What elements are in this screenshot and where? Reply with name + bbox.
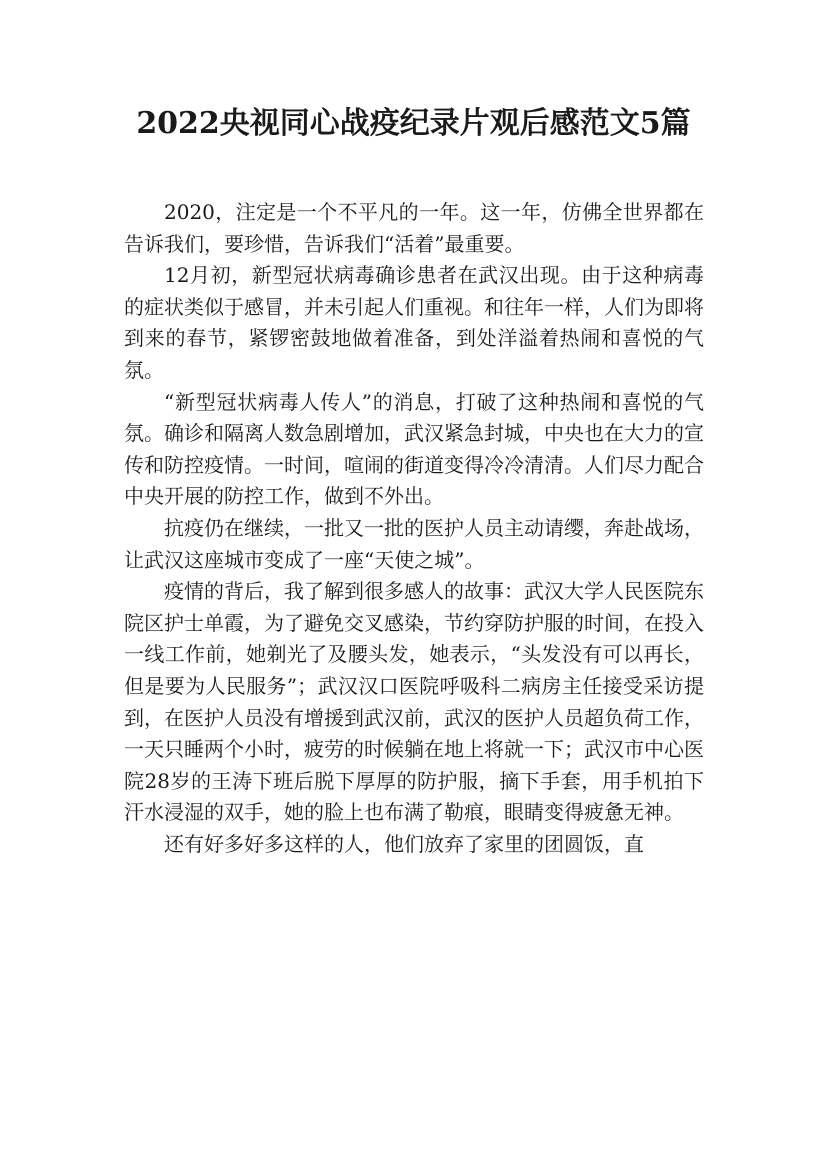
paragraph-5: 疫情的背后，我了解到很多感人的故事：武汉大学人民医院东院区护士单霞，为了避免交叉感染，节约穿防护服的时间，在投入一线工作前，她剃光了及腰头发，她表示，“头发没有可以再长，但是要为人民服务”；武汉汉口医院呼吸科二病房主任接受采访提到，在医护人员没有增援到武汉前，武汉的医护人员超负荷工作，一天只睡两个小时，疲劳的时候躺在地上将就一下；武汉市中心医院28岁的王涛下班后脱下厚厚的防护服，摘下手套，用手机拍下汗水浸湿的双手，她的脸上也布满了勒痕，眼睛变得疲惫无神。 (124, 579, 704, 825)
paragraph-4: 抗疫仍在继续，一批又一批的医护人员主动请缨，奔赴战场，让武汉这座城市变成了一座“天使之城”。 (124, 515, 704, 572)
paragraph-3: “新型冠状病毒人传人”的消息，打破了这种热闹和喜悦的气氛。确诊和隔离人数急剧增加，武汉紧急封城，中央也在大力的宣传和防控疫情。一时间，喧闹的街道变得冷冷清清。人们尽力配合中央开展的防控工作，做到不外出。 (124, 389, 704, 509)
paragraph-2: 12月初，新型冠状病毒确诊患者在武汉出现。由于这种病毒的症状类似于感冒，并未引起人们重视。和往年一样，人们为即将到来的春节，紧锣密鼓地做着准备，到处洋溢着热闹和喜悦的气氛。 (124, 263, 704, 382)
paragraph-6: 还有好多好多这样的人，他们放弃了家里的团圆饭，直 (164, 831, 644, 856)
document-title: 2022央视同心战疫纪录片观后感范文5篇 (136, 106, 691, 141)
paragraph-1: 2020，注定是一个不平凡的一年。这一年，仿佛全世界都在告诉我们，要珍惜，告诉我们“活着”最重要。 (124, 200, 704, 256)
document-body (124, 197, 704, 860)
